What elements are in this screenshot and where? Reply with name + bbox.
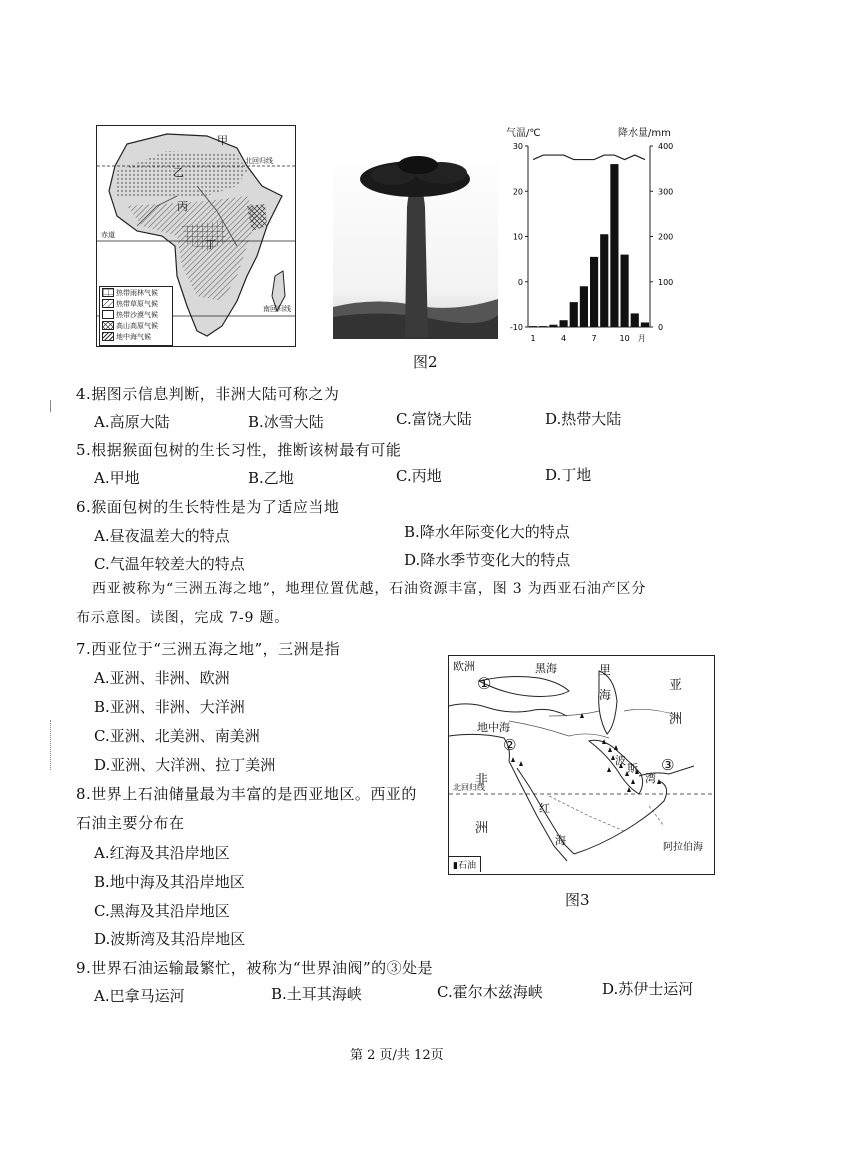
precipitation-bar: [549, 325, 557, 327]
label-gulf-1: 波: [615, 754, 626, 767]
legend-swatch-mediterranean: [102, 332, 114, 341]
q5-option-d[interactable]: D.丁地: [545, 466, 592, 484]
label-ding: 丁: [205, 238, 216, 251]
question-5-stem: 5.根据猴面包树的生长习性，推断该树最有可能: [76, 441, 402, 459]
label-africa-2: 洲: [475, 821, 489, 836]
west-asia-oil-map: [448, 655, 715, 875]
legend-swatch-highland: [102, 321, 114, 330]
q8-option-d[interactable]: D.波斯湾及其沿岸地区: [94, 930, 246, 948]
legend-label: 高山高原气候: [116, 321, 158, 330]
q9-option-b[interactable]: B.土耳其海峡: [271, 985, 362, 1003]
oil-icon: ▮: [453, 861, 458, 871]
marker-2: ②: [503, 736, 517, 754]
y-right-tick-label: 400: [658, 142, 674, 151]
y-left-tick-label: 10: [512, 232, 523, 242]
label-africa-1: 非: [475, 773, 489, 788]
legend-label: 地中海气候: [116, 332, 151, 341]
q8-option-a[interactable]: A.红海及其沿岸地区: [94, 844, 230, 862]
label-europe: 欧洲: [453, 660, 475, 673]
margin-mark: [50, 720, 52, 770]
figure2-caption: 图2: [413, 353, 438, 371]
passage-line-2: 布示意图。读图，完成 7-9 题。: [76, 610, 290, 626]
label-black-sea: 黑海: [535, 662, 557, 675]
question-8-stem-line-2: 石油主要分布在: [76, 814, 185, 832]
q5-option-a[interactable]: A.甲地: [94, 469, 140, 487]
label-gulf-3: 湾: [645, 772, 656, 785]
label-asia-2: 洲: [669, 712, 683, 727]
y-left-tick-label: 0: [517, 277, 523, 287]
precipitation-bar: [621, 255, 629, 327]
map-legend: [99, 286, 173, 346]
x-axis-unit: 月: [637, 334, 646, 343]
y-left-axis-title: 气温/℃: [506, 128, 541, 139]
label-arabian-sea: 阿拉伯海: [663, 842, 703, 853]
q7-option-b[interactable]: B.亚洲、非洲、大洋洲: [94, 698, 245, 716]
label-asia-1: 亚: [669, 678, 683, 693]
north-tropic-label: 北回归线: [245, 157, 273, 165]
label-caspian-2: 海: [599, 688, 612, 702]
question-9-stem: 9.世界石油运输最繁忙，被称为“世界油阀”的③处是: [76, 959, 434, 977]
label-tropic-of-cancer: 北回归线: [453, 783, 485, 792]
q6-option-a[interactable]: A.昼夜温差大的特点: [94, 527, 230, 545]
q6-option-b[interactable]: B.降水年际变化大的特点: [404, 523, 570, 541]
x-tick-label: 7: [591, 334, 597, 343]
map-oil-legend: [449, 856, 481, 872]
label-yi: 乙: [173, 166, 184, 179]
precipitation-bar: [580, 286, 588, 327]
q7-option-d[interactable]: D.亚洲、大洋洲、拉丁美洲: [94, 756, 276, 774]
question-7-stem: 7.西亚位于“三洲五海之地”，三洲是指: [76, 640, 341, 658]
precipitation-bar: [529, 326, 537, 327]
y-right-tick-label: 0: [658, 323, 664, 332]
africa-climate-map: [96, 125, 296, 347]
q9-option-c[interactable]: C.霍尔木兹海峡: [437, 983, 543, 1001]
precipitation-bar: [641, 322, 649, 327]
page-footer: 第 2 页/共 12页: [350, 1048, 444, 1063]
question-4-stem: 4.据图示信息判断，非洲大陆可称之为: [76, 385, 340, 403]
legend-swatch-desert: [102, 310, 114, 319]
baobab-tree-photo: [333, 147, 498, 339]
legend-item: [100, 331, 172, 342]
y-left-tick-label: -10: [509, 323, 523, 332]
precipitation-bar: [631, 313, 639, 327]
precipitation-bar: [560, 320, 568, 327]
climate-chart-svg: [500, 122, 690, 350]
legend-item: [100, 287, 172, 298]
precipitation-bar: [539, 326, 547, 327]
oil-markers: [511, 713, 661, 792]
temperature-line: [533, 155, 645, 160]
q9-option-d[interactable]: D.苏伊士运河: [602, 980, 694, 998]
equator-label: 赤道: [101, 231, 115, 239]
y-right-tick-label: 100: [658, 277, 674, 287]
y-right-axis-title: 降水量/mm: [618, 128, 671, 139]
legend-label: 热带雨林气候: [116, 288, 158, 297]
legend-swatch-rainforest: [102, 288, 114, 297]
y-left-tick-label: 30: [512, 142, 523, 151]
y-right-tick-label: 200: [658, 232, 674, 242]
legend-item: [100, 298, 172, 309]
legend-item: [100, 320, 172, 331]
q4-option-d[interactable]: D.热带大陆: [545, 410, 622, 428]
q4-option-a[interactable]: A.高原大陆: [94, 413, 170, 431]
q6-option-c[interactable]: C.气温年较差大的特点: [94, 555, 245, 573]
x-tick-label: 1: [530, 334, 536, 343]
y-right-tick-label: 300: [658, 187, 674, 197]
label-caspian-1: 里: [599, 663, 612, 677]
q7-option-c[interactable]: C.亚洲、北美洲、南美洲: [94, 727, 260, 745]
passage-line-1: 西亚被称为“三洲五海之地”，地理位置优越，石油资源丰富，图 3 为西亚石油产区分: [92, 581, 647, 597]
x-tick-label: 10: [619, 334, 630, 343]
precipitation-bar: [610, 164, 618, 327]
question-8-stem-line-1: 8.世界上石油储量最为丰富的是西亚地区。西亚的: [76, 785, 417, 803]
oil-legend-label: 石油: [457, 861, 476, 871]
q4-option-b[interactable]: B.冰雪大陆: [248, 413, 324, 431]
q8-option-c[interactable]: C.黑海及其沿岸地区: [94, 902, 230, 920]
legend-label: 热带草原气候: [116, 299, 158, 308]
label-bing: 丙: [177, 200, 188, 213]
marker-3: ③: [661, 756, 675, 774]
precipitation-bar: [570, 302, 578, 327]
x-tick-label: 4: [561, 334, 567, 343]
margin-mark: [50, 400, 51, 412]
q6-option-d[interactable]: D.降水季节变化大的特点: [404, 551, 571, 569]
q5-option-b[interactable]: B.乙地: [248, 469, 294, 487]
marker-1: ①: [477, 674, 492, 693]
legend-label: 热带沙漠气候: [116, 310, 158, 319]
q9-option-a[interactable]: A.巴拿马运河: [94, 987, 185, 1005]
legend-swatch-savanna: [102, 299, 114, 308]
label-red-sea-2: 海: [555, 834, 566, 847]
q7-option-a[interactable]: A.亚洲、非洲、欧洲: [94, 669, 230, 687]
precipitation-bar: [590, 257, 598, 327]
q4-option-c[interactable]: C.富饶大陆: [396, 410, 472, 428]
q5-option-c[interactable]: C.丙地: [396, 467, 442, 485]
question-6-stem: 6.猴面包树的生长特性是为了适应当地: [76, 498, 340, 516]
legend-item: [100, 309, 172, 320]
y-left-tick-label: 20: [512, 187, 523, 197]
label-mediterranean: 地中海: [477, 721, 510, 734]
climate-chart: [500, 122, 690, 350]
q8-option-b[interactable]: B.地中海及其沿岸地区: [94, 873, 245, 891]
figure3-caption: 图3: [565, 891, 590, 909]
label-gulf-2: 斯: [627, 762, 638, 775]
label-jia: 甲: [217, 134, 228, 147]
label-red-sea-1: 红: [539, 802, 550, 815]
south-tropic-label: 南回归线: [263, 305, 291, 313]
precipitation-bar: [600, 234, 608, 327]
